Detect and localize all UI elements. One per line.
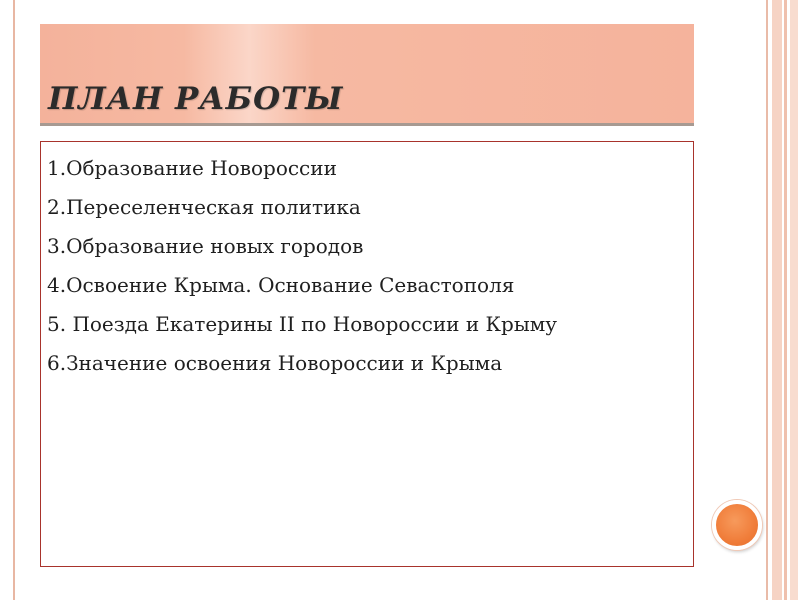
list-item: 5. Поезда Екатерины II по Новороссии и Крыму [47,312,558,336]
stripe [790,0,798,600]
agenda-list [47,149,687,383]
list-item: 1.Образование Новороссии [47,156,337,180]
list-item: 3.Образование новых городов [47,234,364,258]
slide-title: ПЛАН РАБОТЫ [48,81,344,117]
stripe [766,0,768,600]
stripe [784,0,787,600]
right-decorative-stripes [766,0,800,600]
title-banner [40,24,694,126]
left-decorative-line [13,0,15,600]
list-item: 2.Переселенческая политика [47,195,361,219]
list-item: 6.Значение освоения Новороссии и Крыма [47,351,503,375]
content-box [40,141,694,567]
stripe [772,0,782,600]
orange-circle-decoration [712,500,762,550]
list-item: 4.Освоение Крыма. Основание Севастополя [47,273,515,297]
